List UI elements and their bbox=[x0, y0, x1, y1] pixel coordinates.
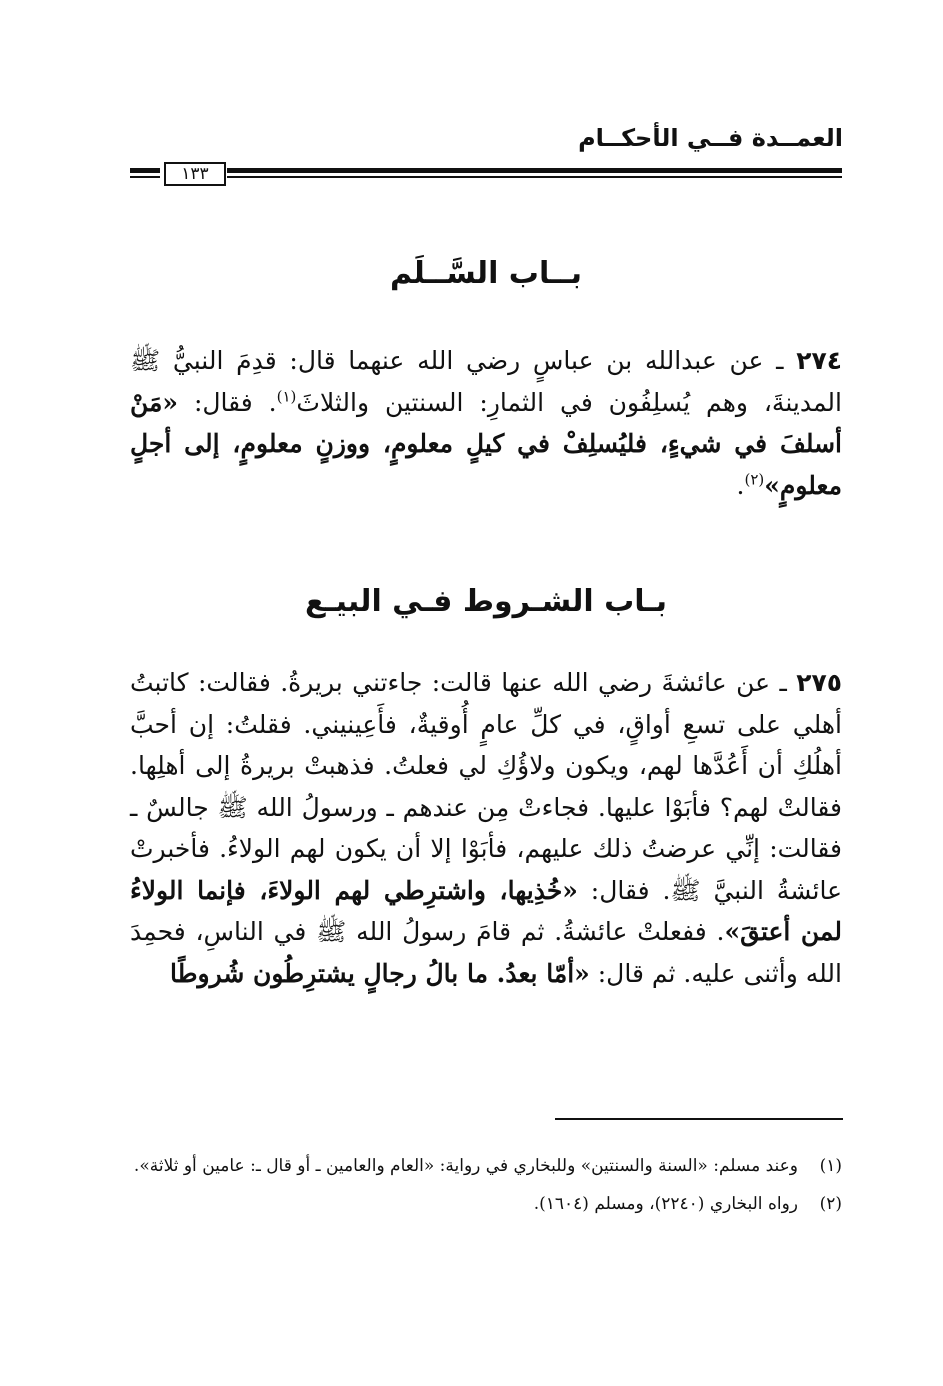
footnote-marker: (٢) bbox=[819, 1194, 842, 1214]
hadith-number: ٢٧٤ bbox=[796, 346, 842, 375]
hadith-text: . فقال: bbox=[178, 387, 277, 417]
footnote-text: وعند مسلم: «السنة والسنتين» وللبخاري في رواية: «العام والعامين ـ أو قال ـ: عامين أو ثلاثة». bbox=[133, 1156, 798, 1176]
footnote-marker: (١) bbox=[819, 1156, 842, 1176]
chapter-title-conditions-in-sale: بـاب الشـروط فـي البيـع bbox=[304, 584, 668, 619]
hadith-274 bbox=[130, 340, 842, 506]
header-rule bbox=[130, 162, 842, 184]
hadith-text: . bbox=[736, 470, 745, 500]
header-rule-thin-line bbox=[227, 176, 842, 178]
page-number: ١٣٣ bbox=[164, 162, 226, 186]
running-header-title: العمــدة فــي الأحكــام bbox=[578, 124, 843, 152]
footnote-item bbox=[130, 1188, 842, 1220]
footnote-separator bbox=[555, 1118, 843, 1120]
header-rule-thick-line bbox=[227, 168, 842, 173]
hadith-quote: «أمّا بعدُ. ما بالُ رجالٍ يشترِطُون شُروطًا bbox=[170, 958, 590, 988]
header-rule-left-thin bbox=[130, 176, 160, 178]
hadith-number: ٢٧٥ bbox=[796, 668, 842, 697]
footnote-item bbox=[130, 1150, 842, 1182]
hadith-275 bbox=[130, 662, 842, 994]
hadith-text: ـ عن عبدالله بن عباسٍ رضي الله عنهما قال: قدِمَ النبيُّ ﷺ المدينةَ، وهم يُسلِفُون في الثمارِ: السنتين والثلاثَ bbox=[130, 346, 842, 417]
footnote-ref: (١) bbox=[276, 387, 297, 406]
hadith-quote: «مَنْ أسلفَ في شيءٍ، فليُسلِفْ في كيلٍ معلومٍ، ووزنٍ معلومٍ، إلى أجلٍ معلومٍ» bbox=[130, 387, 842, 500]
hadith-text: ـ عن عائشةَ رضي الله عنها قالت: جاءتني بريرةُ. فقالت: كاتبتُ أهلي على تسعِ أواقٍ، في كلِّ عامٍ أُوقيةٌ، فأَعِينيني. فقلتُ: إن أحبَّ أهلُكِ أن أَعُدَّها لهم، ويكون ولاؤُكِ لي فعلتُ. فذهبتْ بريرةُ إلى أهلِها. فقالتْ لهم؟ فأبَوْا عليها. فجاءتْ مِن عندهم ـ ورسولُ الله ﷺ جالسٌ ـ فقالت: إنِّي عرضتُ ذلك عليهم، فأبَوْا إلا أن يكون لهم الولاءُ. فأخبرتْ عائشةُ النبيَّ ﷺ. فقال: bbox=[130, 668, 842, 905]
footnote-ref: (٢) bbox=[744, 470, 765, 489]
hadith-text: . ففعلتْ عائشةُ. ثم قامَ رسولُ الله ﷺ في الناسِ، فحمِدَ الله وأثنى عليه. ثم قال: bbox=[130, 917, 842, 988]
chapter-title-salam: بــاب السَّــلَم bbox=[390, 256, 582, 291]
footnotes bbox=[130, 1150, 842, 1226]
footnote-text: رواه البخاري (٢٢٤٠)، ومسلم (١٦٠٤). bbox=[533, 1194, 798, 1214]
hadith-quote: «خُذِيها، واشترِطي لهم الولاءَ، فإنما الولاءُ لمن أعتقَ» bbox=[130, 875, 843, 946]
header-rule-left-thick bbox=[130, 168, 160, 173]
